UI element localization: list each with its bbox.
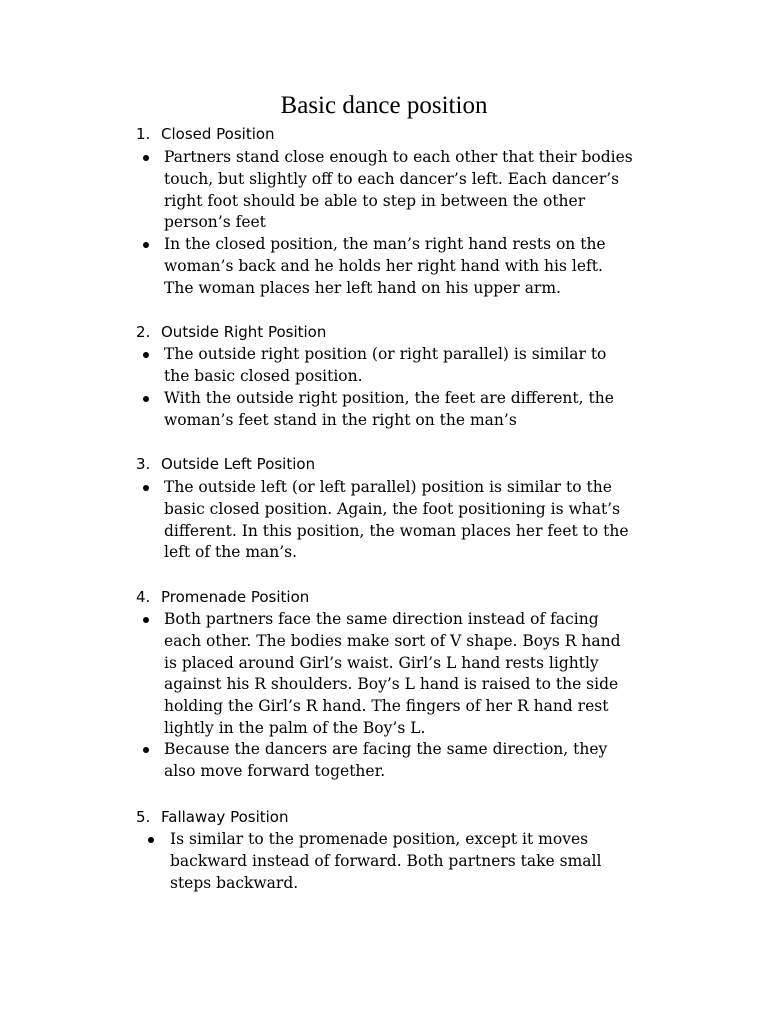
section-heading-promenade-position: [136, 587, 309, 607]
bullet-dot-icon: [143, 352, 149, 358]
bullet-line: lightly in the palm of the Boy’s L.: [164, 718, 426, 737]
section-heading-outside-left-position: [136, 454, 315, 474]
bullet-dot-icon: [143, 242, 149, 248]
section-title: Closed Position: [161, 125, 275, 143]
bullet-line: right foot should be able to step in between the other: [164, 191, 586, 210]
bullet-dot-icon: [143, 485, 149, 491]
bullet-line: against his R shoulders. Boy’s L hand is raised to the side: [164, 675, 619, 694]
bullet-line: also move forward together.: [164, 761, 386, 780]
section-title: Outside Right Position: [161, 323, 327, 341]
bullet-line: different. In this position, the woman places her feet to the: [164, 521, 629, 540]
section-heading-closed-position: [136, 124, 275, 144]
bullet-line: each other. The bodies make sort of V shape. Boys R hand: [164, 631, 621, 650]
bullet-line: steps backward.: [170, 873, 299, 892]
bullet-line: holding the Girl’s R hand. The fingers of her R hand rest: [164, 697, 609, 716]
bullet-line: is placed around Girl’s waist. Girl’s L hand rests lightly: [164, 653, 599, 672]
section-title: Outside Left Position: [161, 455, 316, 473]
bullet-line: The outside left (or left parallel) position is similar to the: [164, 478, 612, 496]
bullet-line: woman’s feet stand in the right on the man’s: [164, 410, 517, 429]
bullet-line: Both partners face the same direction instead of facing: [164, 610, 599, 628]
bullet-dot-icon: [143, 155, 149, 161]
bullet-item: [164, 147, 633, 234]
bullet-line: the basic closed position.: [164, 366, 363, 385]
page-title: Basic dance position: [280, 92, 488, 119]
bullet-dot-icon: [143, 747, 149, 753]
bullet-line: Partners stand close enough to each other that their bodies: [164, 148, 633, 166]
section-number: 3.: [136, 455, 151, 473]
section-heading-outside-right-position: [136, 322, 326, 342]
bullet-line: left of the man’s.: [164, 543, 298, 562]
bullet-line: In the closed position, the man’s right hand rests on the: [164, 235, 606, 253]
section-number: 1.: [136, 125, 151, 143]
bullet-dot-icon: [143, 617, 149, 623]
bullet-item: [164, 234, 606, 299]
bullet-line: With the outside right position, the feet are different, the: [164, 389, 614, 407]
section-number: 5.: [136, 808, 151, 826]
bullet-line: basic closed position. Again, the foot positioning is what’s: [164, 499, 621, 518]
bullet-dot-icon: [143, 396, 149, 402]
bullet-line: touch, but slightly off to each dancer’s left. Each dancer’s: [164, 169, 620, 188]
bullet-line: woman’s back and he holds her right hand with his left.: [164, 256, 603, 275]
section-title: Fallaway Position: [161, 808, 289, 826]
bullet-line: The outside right position (or right parallel) is similar to: [164, 345, 607, 363]
bullet-item: [164, 388, 614, 432]
section-title: Promenade Position: [161, 588, 310, 606]
bullet-line: Is similar to the promenade position, except it moves: [170, 830, 589, 848]
section-number: 2.: [136, 323, 151, 341]
bullet-item: [164, 477, 629, 564]
bullet-line: Because the dancers are facing the same direction, they: [164, 740, 608, 758]
bullet-item: [170, 829, 601, 894]
bullet-item: [164, 739, 607, 783]
bullet-item: [164, 609, 621, 740]
bullet-dot-icon: [148, 837, 154, 843]
section-number: 4.: [136, 588, 151, 606]
section-heading-fallaway-position: [136, 807, 288, 827]
bullet-line: The woman places her left hand on his upper arm.: [164, 278, 561, 297]
bullet-item: [164, 344, 606, 388]
bullet-line: backward instead of forward. Both partners take small: [170, 851, 602, 870]
bullet-line: person’s feet: [164, 213, 266, 232]
